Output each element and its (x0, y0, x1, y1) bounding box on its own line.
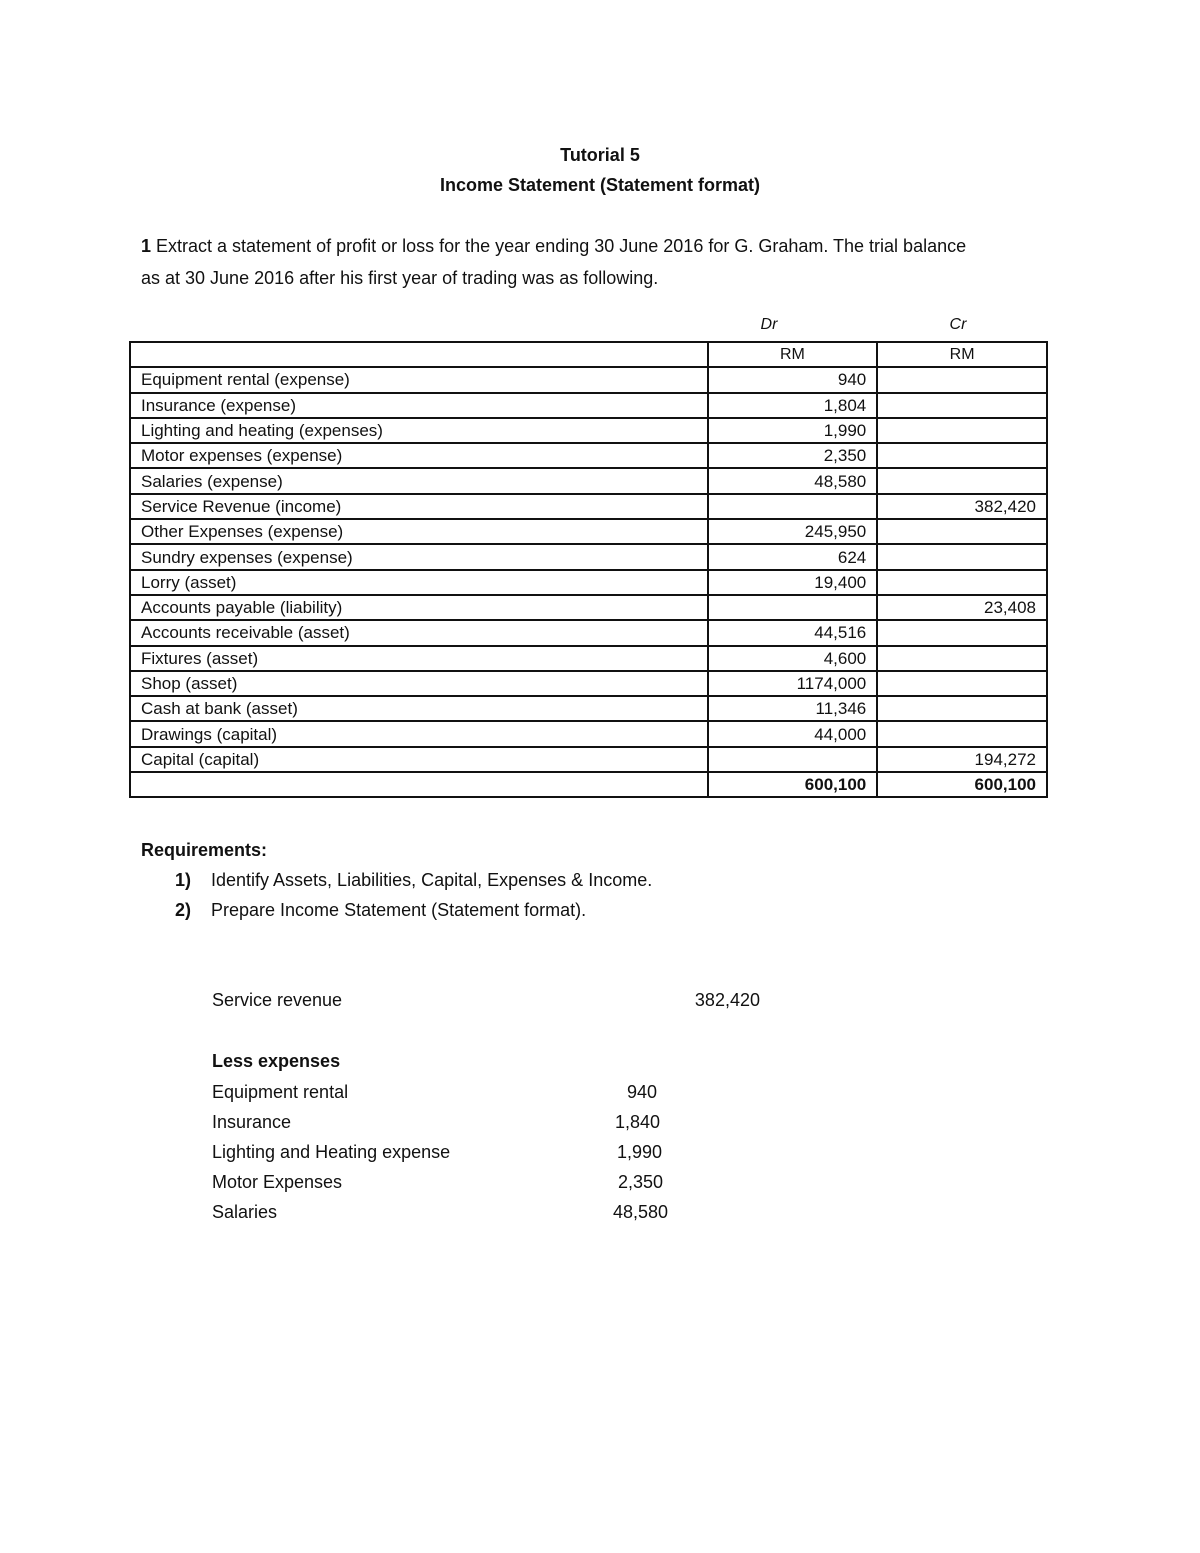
question-text-1: Extract a statement of profit or loss for the year ending 30 June 2016 for G. Graham. The trial balance (151, 236, 967, 256)
cr-amount (877, 696, 1047, 721)
dr-amount: 1,990 (708, 418, 878, 443)
dr-amount: 2,350 (708, 443, 878, 468)
account-name: Sundry expenses (expense) (130, 544, 708, 569)
trial-balance-row (130, 671, 1047, 696)
trial-balance-row (130, 367, 1047, 392)
account-name: Shop (asset) (130, 671, 708, 696)
trial-balance-row (130, 519, 1047, 544)
page-title: Tutorial 5 (560, 145, 640, 165)
expense-value: 1,990 (616, 1142, 662, 1162)
dr-amount (708, 494, 878, 519)
total-dr: 600,100 (708, 772, 878, 797)
currency-row (130, 342, 1047, 367)
requirement-number: 1) (175, 870, 192, 890)
trial-balance-row (130, 468, 1047, 493)
cr-amount: 23,408 (877, 595, 1047, 620)
account-name: Salaries (expense) (130, 468, 708, 493)
trial-balance-row (130, 646, 1047, 671)
dr-amount: 940 (708, 367, 878, 392)
dr-amount: 44,516 (708, 620, 878, 645)
account-name: Capital (capital) (130, 747, 708, 772)
trial-balance-row (130, 721, 1047, 746)
totals-row (130, 772, 1047, 797)
cr-amount (877, 468, 1047, 493)
account-name: Lighting and heating (expenses) (130, 418, 708, 443)
account-name: Cash at bank (asset) (130, 696, 708, 721)
cr-amount: 194,272 (877, 747, 1047, 772)
cr-amount (877, 544, 1047, 569)
page-subtitle: Income Statement (Statement format) (439, 175, 761, 195)
trial-balance-row (130, 747, 1047, 772)
dr-column-heading: Dr (760, 316, 778, 333)
cr-amount (877, 367, 1047, 392)
cr-amount (877, 570, 1047, 595)
account-name: Fixtures (asset) (130, 646, 708, 671)
account-name: Other Expenses (expense) (130, 519, 708, 544)
trial-balance-row (130, 494, 1047, 519)
expense-value: 48,580 (612, 1202, 668, 1222)
account-name: Equipment rental (expense) (130, 367, 708, 392)
cr-amount (877, 671, 1047, 696)
question-line-1 (141, 230, 1051, 262)
requirement-text: Prepare Income Statement (Statement format). (211, 900, 587, 920)
dr-amount: 19,400 (708, 570, 878, 595)
currency-row-blank (130, 342, 708, 367)
dr-amount: 245,950 (708, 519, 878, 544)
account-name: Accounts receivable (asset) (130, 620, 708, 645)
dr-amount: 4,600 (708, 646, 878, 671)
account-name: Insurance (expense) (130, 393, 708, 418)
requirements-heading: Requirements: (141, 840, 268, 860)
trial-balance-row (130, 443, 1047, 468)
requirement-item (175, 900, 586, 921)
cr-amount (877, 721, 1047, 746)
expense-label: Motor Expenses (212, 1172, 343, 1192)
total-cr: 600,100 (877, 772, 1047, 797)
trial-balance-row (130, 620, 1047, 645)
account-name: Lorry (asset) (130, 570, 708, 595)
expense-label: Equipment rental (212, 1082, 349, 1102)
account-name: Motor expenses (expense) (130, 443, 708, 468)
cr-amount: 382,420 (877, 494, 1047, 519)
expense-label: Lighting and Heating expense (212, 1142, 451, 1162)
account-name: Service Revenue (income) (130, 494, 708, 519)
cr-amount (877, 519, 1047, 544)
cr-amount (877, 443, 1047, 468)
requirement-number: 2) (175, 900, 192, 920)
dr-amount: 1174,000 (708, 671, 878, 696)
expense-label: Insurance (212, 1112, 292, 1132)
expense-value: 2,350 (617, 1172, 663, 1192)
trial-balance-row (130, 696, 1047, 721)
expense-value: 940 (626, 1082, 657, 1102)
dr-amount: 1,804 (708, 393, 878, 418)
dr-currency: RM (708, 342, 878, 367)
trial-balance-row (130, 570, 1047, 595)
cr-amount (877, 418, 1047, 443)
dr-amount: 624 (708, 544, 878, 569)
cr-column-heading: Cr (949, 316, 967, 333)
cr-amount (877, 646, 1047, 671)
question-number: 1 (141, 236, 152, 256)
requirement-text: Identify Assets, Liabilities, Capital, Expenses & Income. (211, 870, 653, 890)
expense-value: 1,840 (614, 1112, 660, 1132)
requirement-item (175, 870, 652, 891)
account-name: Drawings (capital) (130, 721, 708, 746)
trial-balance-table (129, 341, 1048, 798)
totals-label-blank (130, 772, 708, 797)
trial-balance-row (130, 595, 1047, 620)
dr-amount: 11,346 (708, 696, 878, 721)
cr-amount (877, 620, 1047, 645)
expense-label: Salaries (212, 1202, 278, 1222)
dr-amount: 48,580 (708, 468, 878, 493)
question-line-2: as at 30 June 2016 after his first year of trading was as following. (141, 268, 659, 288)
dr-amount (708, 595, 878, 620)
account-name: Accounts payable (liability) (130, 595, 708, 620)
cr-currency: RM (877, 342, 1047, 367)
service-revenue-label: Service revenue (212, 990, 343, 1010)
trial-balance-row (130, 393, 1047, 418)
dr-amount: 44,000 (708, 721, 878, 746)
trial-balance-row (130, 418, 1047, 443)
less-expenses-heading: Less expenses (212, 1051, 341, 1071)
dr-amount (708, 747, 878, 772)
trial-balance-row (130, 544, 1047, 569)
service-revenue-value: 382,420 (694, 990, 760, 1010)
cr-amount (877, 393, 1047, 418)
